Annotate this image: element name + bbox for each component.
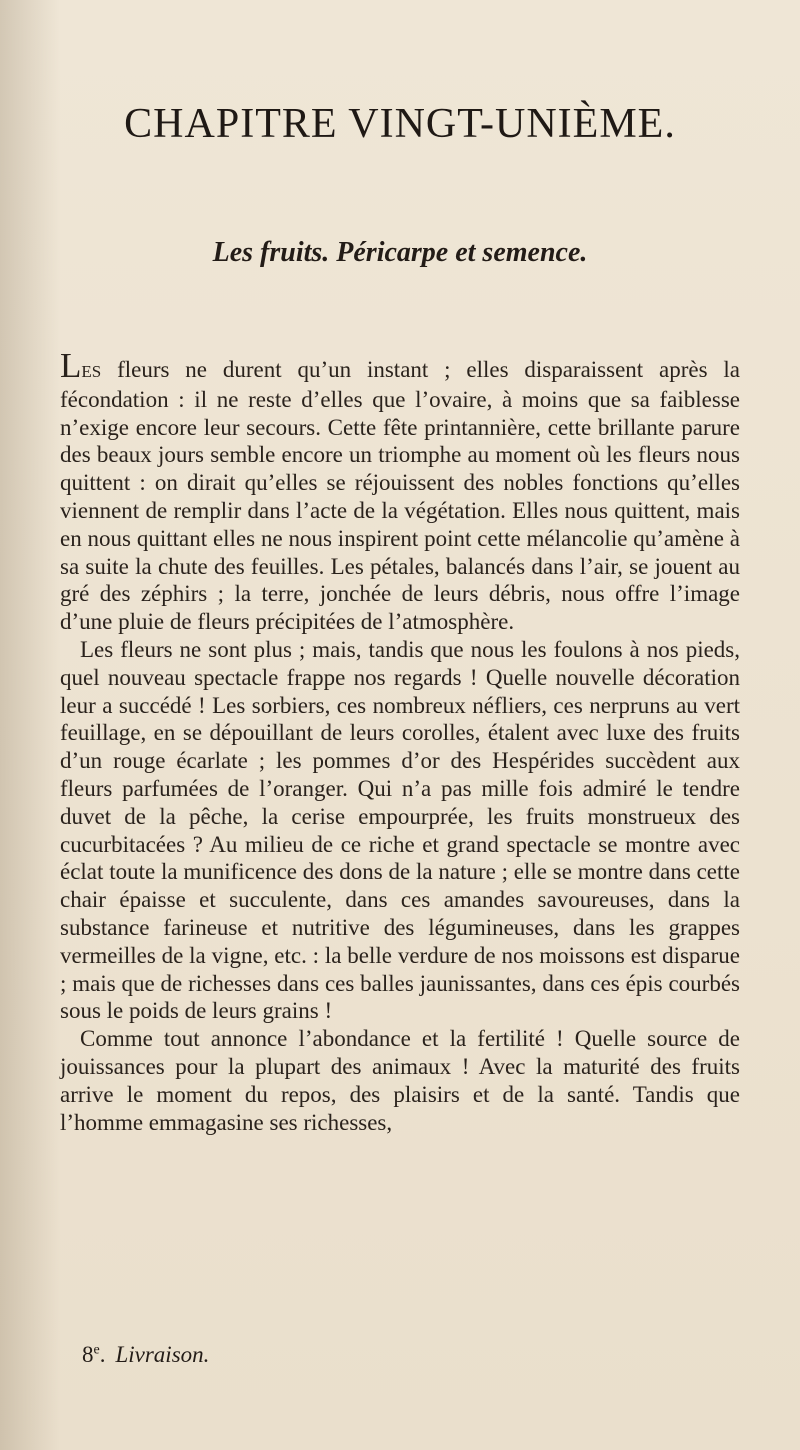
paragraph-3: Comme tout annonce l’abondance et la fertilité ! Quelle source de jouissances pour la plupart des animaux ! Avec la maturité des fruits arrive le moment du repos, des plaisirs et de la santé. Tandis que l’homme emmagasine ses richesses,: [60, 1026, 740, 1135]
chapter-subtitle: Les fruits. Péricarpe et semence.: [212, 237, 588, 268]
drop-initial: L: [60, 346, 82, 385]
small-caps-rest: ES: [81, 362, 102, 381]
signature-dot: .: [99, 1342, 106, 1367]
livraison-label: Livraison.: [115, 1342, 210, 1367]
body-text: [60, 346, 740, 1136]
paragraph-2: Les fleurs ne sont plus ; mais, tandis que nous les foulons à nos pieds, quel nouveau spectacle frappe nos regards ! Quelle nouvelle décoration leur a succédé ! Les sorbiers, ces nombreux néfliers, ces nerpruns au vert feuillage, en se dépouillant de leurs corolles, étalent avec luxe des fruits d’un rouge écarlate ; les pommes d’or des Hespérides succèdent aux fleurs parfumées de l’oranger. Qui n’a pas mille fois admiré le tendre duvet de la pêche, la cerise empourprée, les fruits monstrueux des cucurbitacées ? Au milieu de ce riche et grand spectacle se montre avec éclat toute la munificence des dons de la nature ; elle se montre dans cette chair épaisse et succulente, dans ces amandes savoureuses, dans la substance farineuse et nutritive des légumineuses, dans les grappes vermeilles de la vigne, etc. : la belle verdure de nos moissons est disparue ; mais que de richesses dans ces balles jaunissantes, dans ces épis courbés sous le poids de leurs grains !: [60, 636, 740, 1024]
paragraph-1: [60, 346, 740, 636]
signature-mark: [82, 1342, 209, 1368]
signature-sup: e: [93, 1342, 100, 1358]
chapter-title: CHAPITRE VINGT-UNIÈME.: [124, 101, 676, 147]
signature-number: 8: [82, 1342, 94, 1367]
paragraph-1-text: fleurs ne durent qu’un instant ; elles disparaissent après la fécondation : il ne reste d’elles que l’ovaire, à moins que sa faiblesse n’exige encore leur secours. Cette fête printannière, cette brillante parure des beaux jours semble encore un triomphe au moment où les fleurs nous quittent : on dirait qu’elles se réjouissent des nobles fonctions qu’elles viennent de remplir dans l’acte de la végétation. Elles nous quittent, mais en nous quittant elles ne nous inspirent point cette mélancolie qu’amène à sa suite la chute des feuilles. Les pétales, balancés dans l’air, se jouent au gré des zéphirs ; la terre, jonchée de leurs débris, nous offre l’image d’une pluie de fleurs précipitées de l’atmosphère.: [60, 357, 740, 635]
